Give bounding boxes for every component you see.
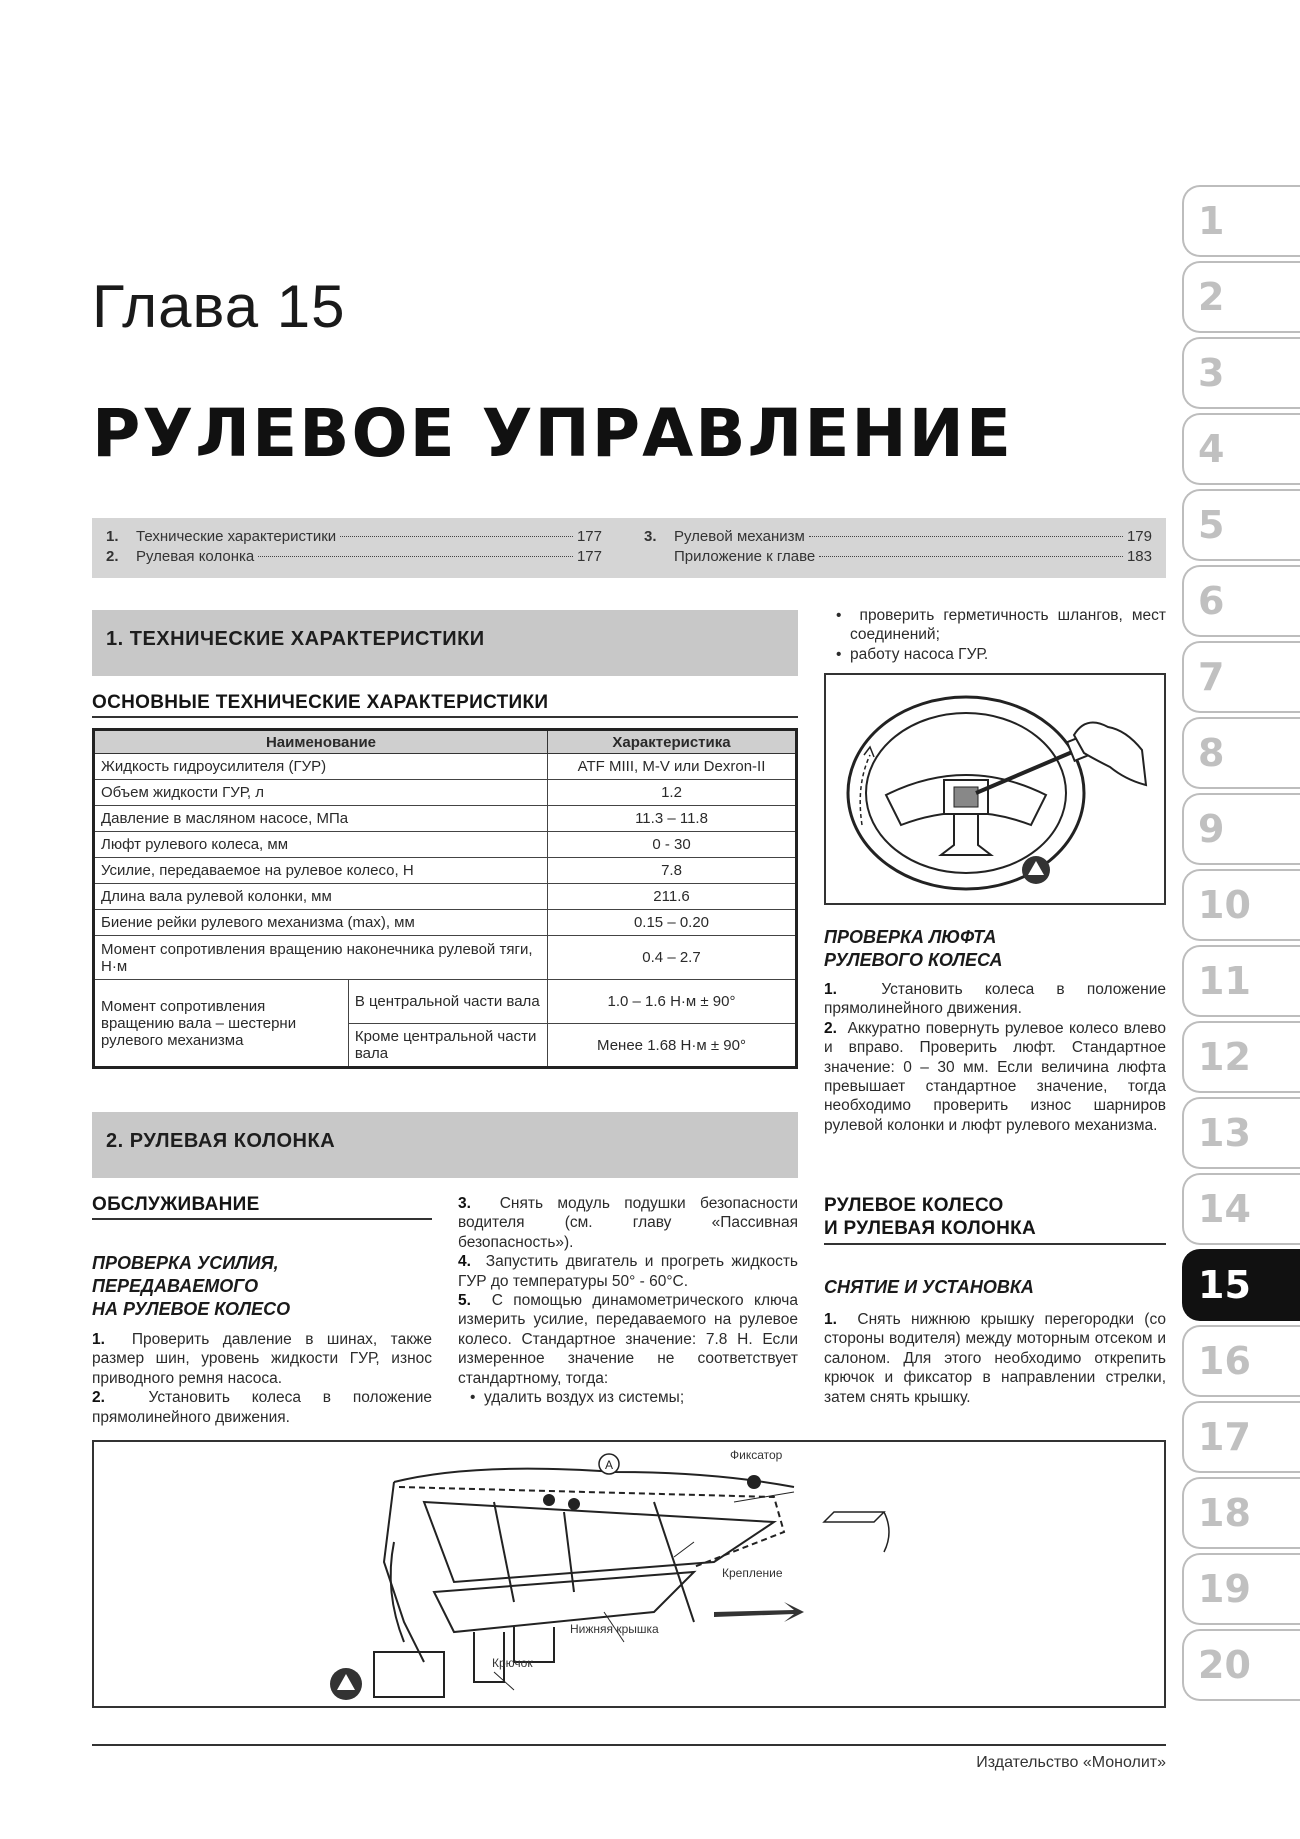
- tab-number: 12: [1198, 1035, 1251, 1079]
- tab-number: 4: [1198, 427, 1225, 471]
- step-number: 5.: [458, 1292, 471, 1310]
- table-cell: Момент сопротивления вращению наконечника рулевой тяги, Н·м: [94, 936, 548, 980]
- divider: [92, 1218, 432, 1220]
- toc-item-title: Технические характеристики: [136, 528, 337, 545]
- table-cell: В центральной части вала: [348, 980, 547, 1024]
- toc-item-number: 3.: [644, 528, 657, 545]
- divider: [824, 1243, 1166, 1245]
- tab-number: 7: [1198, 655, 1225, 699]
- toc-item-page: 177: [576, 548, 602, 565]
- toc-dots: [340, 536, 573, 537]
- steering-wheel-figure: [824, 673, 1166, 905]
- toc-item[interactable]: [644, 528, 1152, 545]
- check-play-heading: [824, 926, 1003, 972]
- divider: [92, 716, 798, 718]
- step: [458, 1194, 798, 1252]
- tab-number: 5: [1198, 503, 1225, 547]
- tab-number: 14: [1198, 1187, 1251, 1231]
- toc-dots: [809, 536, 1123, 537]
- bullet-text: удалить воздух из системы;: [484, 1389, 685, 1407]
- toc-item[interactable]: [106, 548, 602, 565]
- heading-line: ПРОВЕРКА ЛЮФТА: [824, 927, 997, 947]
- tab-chapter-14[interactable]: [1182, 1173, 1300, 1245]
- tab-number: 20: [1198, 1643, 1251, 1687]
- table-row: [94, 884, 797, 910]
- tab-chapter-7[interactable]: [1182, 641, 1300, 713]
- step-number: 2.: [92, 1389, 105, 1407]
- tab-number: 13: [1198, 1111, 1251, 1155]
- step: [458, 1291, 798, 1388]
- section-2-title: 2. РУЛЕВАЯ КОЛОНКА: [106, 1130, 336, 1152]
- heading-line: НА РУЛЕВОЕ КОЛЕСО: [92, 1299, 291, 1319]
- section-2-header: [92, 1112, 798, 1178]
- table-cell: Длина вала рулевой колонки, мм: [94, 884, 548, 910]
- table-cell: Кроме центральной части вала: [348, 1024, 547, 1068]
- tab-chapter-5[interactable]: [1182, 489, 1300, 561]
- table-cell: Усилие, передаваемое на рулевое колесо, Н: [94, 858, 548, 884]
- check-force-bullets-right: [824, 606, 1166, 664]
- check-play-steps: [824, 980, 1166, 1135]
- tab-chapter-17[interactable]: [1182, 1401, 1300, 1473]
- step-text: Запустить двигатель и прогреть жидкость ГУР до температуры 50° - 60°С.: [458, 1253, 798, 1290]
- chapter-contents: [92, 518, 1166, 578]
- step-text: С помощью динамометрического ключа измерить усилие, передаваемого на рулевое колесо. Стандартное значение: 7.8 Н. Если измеренное значение не соответствует стандартному, тогда:: [458, 1292, 798, 1387]
- toc-item[interactable]: [644, 548, 1152, 565]
- bullet-item: • проверить герметичность шлангов, мест соединений;: [836, 607, 1166, 644]
- step-number: 4.: [458, 1253, 471, 1271]
- tab-number: 2: [1198, 275, 1225, 319]
- specs-subtitle: ОСНОВНЫЕ ТЕХНИЧЕСКИЕ ХАРАКТЕРИСТИКИ: [92, 692, 549, 713]
- toc-item-number: 1.: [106, 528, 119, 545]
- step: [824, 1019, 1166, 1135]
- label-lower-cover: Нижняя крышка: [570, 1622, 659, 1636]
- table-row: [94, 936, 797, 980]
- table-cell: Объем жидкости ГУР, л: [94, 780, 548, 806]
- maintenance-subtitle: ОБСЛУЖИВАНИЕ: [92, 1194, 260, 1215]
- table-cell: Давление в масляном насосе, МПа: [94, 806, 548, 832]
- tab-number: 16: [1198, 1339, 1251, 1383]
- tab-number: 8: [1198, 731, 1225, 775]
- table-cell: 211.6: [548, 884, 797, 910]
- step-number: 3.: [458, 1195, 471, 1212]
- toc-item-number: 2.: [106, 548, 119, 565]
- table-header: Наименование: [94, 730, 548, 754]
- tab-number: 9: [1198, 807, 1225, 851]
- tab-number: 10: [1198, 883, 1251, 927]
- step-text: Установить колеса в положение прямолинейного движения.: [92, 1389, 432, 1426]
- chapter-title: РУЛЕВОЕ УПРАВЛЕНИЕ: [92, 395, 1013, 472]
- table-cell: 1.2: [548, 780, 797, 806]
- table-cell: Момент сопротивления вращению вала – шестерни рулевого механизма: [94, 980, 349, 1068]
- step-text: Аккуратно повернуть рулевое колесо влево и вправо. Проверить люфт. Стандартное значение: 0 – 30 мм. Если величина люфта превышает стандартное значение, тогда необходимо проверить износ шарниров рулевой колонки и люфт рулевого механизма.: [824, 1019, 1166, 1134]
- tab-chapter-11[interactable]: [1182, 945, 1300, 1017]
- step-number: 1.: [92, 1331, 105, 1348]
- step-number: 1.: [824, 1311, 837, 1328]
- spec-table: [92, 728, 798, 1069]
- steering-wheel-illustration: [826, 675, 1164, 903]
- dashboard-underside-illustration: [94, 1442, 1164, 1706]
- table-cell: 0.4 – 2.7: [548, 936, 797, 980]
- bullet-item: • работу насоса ГУР.: [836, 645, 989, 663]
- heading-line: И РУЛЕВАЯ КОЛОНКА: [824, 1218, 1037, 1239]
- callout-a: A: [604, 1458, 614, 1472]
- step-text: Снять нижнюю крышку перегородки (со стороны водителя) между моторным отсеком и салоном. Для этого необходимо открепить крючок и фиксатор в направлении стрелки, затем снять крышку.: [824, 1311, 1166, 1406]
- table-cell: Люфт рулевого колеса, мм: [94, 832, 548, 858]
- table-cell: 0 - 30: [548, 832, 797, 858]
- toc-item-page: 177: [576, 528, 602, 545]
- step: [824, 980, 1166, 1019]
- tab-number: 11: [1198, 959, 1251, 1003]
- tab-chapter-20[interactable]: [1182, 1629, 1300, 1701]
- tab-chapter-8[interactable]: [1182, 717, 1300, 789]
- step: [92, 1388, 432, 1427]
- lower-cover-figure: [92, 1440, 1166, 1708]
- table-cell: Биение рейки рулевого механизма (max), мм: [94, 910, 548, 936]
- tab-chapter-12[interactable]: [1182, 1021, 1300, 1093]
- tab-chapter-15[interactable]: [1182, 1249, 1300, 1321]
- toc-item-page: 183: [1126, 548, 1152, 565]
- bullet-text: проверить герметичность шлангов, мест соединений;: [850, 607, 1166, 644]
- toc-dots: [258, 556, 573, 557]
- label-mount: Крепление: [722, 1566, 783, 1580]
- toc-item-page: 179: [1126, 528, 1152, 545]
- toc-item-title: Рулевая колонка: [136, 548, 255, 565]
- table-cell: ATF MIII, M-V или Dexron-II: [548, 754, 797, 780]
- removal-subtitle: СНЯТИЕ И УСТАНОВКА: [824, 1277, 1034, 1297]
- tab-chapter-10[interactable]: [1182, 869, 1300, 941]
- table-row: [94, 806, 797, 832]
- tab-chapter-16[interactable]: [1182, 1325, 1300, 1397]
- wheel-column-heading: [824, 1194, 1036, 1240]
- label-hook: Крючок: [492, 1656, 533, 1670]
- table-cell: 1.0 – 1.6 Н·м ± 90°: [548, 980, 797, 1024]
- tab-number: 6: [1198, 579, 1225, 623]
- tab-number: 15: [1198, 1263, 1251, 1307]
- tab-chapter-3[interactable]: [1182, 337, 1300, 409]
- heading-line: ПЕРЕДАВАЕМОГО: [92, 1276, 259, 1296]
- bullet-text: работу насоса ГУР.: [850, 645, 989, 663]
- tab-number: 1: [1198, 199, 1225, 243]
- heading-line: РУЛЕВОЕ КОЛЕСО: [824, 1195, 1004, 1216]
- table-cell: 11.3 – 11.8: [548, 806, 797, 832]
- tab-chapter-13[interactable]: [1182, 1097, 1300, 1169]
- section-1-title: 1. ТЕХНИЧЕСКИЕ ХАРАКТЕРИСТИКИ: [106, 628, 485, 650]
- table-row: [94, 910, 797, 936]
- toc-item-title: Приложение к главе: [674, 548, 816, 565]
- table-row: [94, 980, 797, 1024]
- tab-chapter-1[interactable]: [1182, 185, 1300, 257]
- tab-chapter-4[interactable]: [1182, 413, 1300, 485]
- table-row: [94, 754, 797, 780]
- heading-line: РУЛЕВОГО КОЛЕСА: [824, 950, 1003, 970]
- check-force-steps-left: [92, 1330, 432, 1427]
- check-force-heading: [92, 1252, 290, 1321]
- step: [92, 1330, 432, 1388]
- bullet-item: • удалить воздух из системы;: [470, 1389, 685, 1407]
- check-force-steps-middle: [458, 1194, 798, 1407]
- tab-chapter-2[interactable]: [1182, 261, 1300, 333]
- tab-chapter-9[interactable]: [1182, 793, 1300, 865]
- step-number: 2.: [824, 1019, 837, 1037]
- table-header: Характеристика: [548, 730, 797, 754]
- step: [458, 1252, 798, 1291]
- table-header-row: [94, 730, 797, 754]
- step-number: 1.: [824, 981, 837, 998]
- chapter-label: Глава 15: [92, 273, 346, 340]
- toc-item[interactable]: [106, 528, 602, 545]
- footer-divider: [92, 1744, 1166, 1746]
- toc-item-title: Рулевой механизм: [674, 528, 805, 545]
- heading-line: ПРОВЕРКА УСИЛИЯ,: [92, 1253, 279, 1273]
- tab-chapter-19[interactable]: [1182, 1553, 1300, 1625]
- step-text: Проверить давление в шинах, также размер шин, уровень жидкости ГУР, износ приводного ремня насоса.: [92, 1331, 432, 1387]
- table-cell: Менее 1.68 Н·м ± 90°: [548, 1024, 797, 1068]
- tab-chapter-18[interactable]: [1182, 1477, 1300, 1549]
- removal-steps: [824, 1310, 1166, 1407]
- label-fixator: Фиксатор: [730, 1448, 783, 1462]
- step-text: Снять модуль подушки безопасности водителя (см. главу «Пассивная безопасность»).: [458, 1195, 798, 1251]
- tab-number: 17: [1198, 1415, 1251, 1459]
- table-cell: 0.15 – 0.20: [548, 910, 797, 936]
- table-cell: 7.8: [548, 858, 797, 884]
- table-row: [94, 858, 797, 884]
- tab-number: 3: [1198, 351, 1225, 395]
- tab-number: 18: [1198, 1491, 1251, 1535]
- table-row: [94, 832, 797, 858]
- table-row: [94, 780, 797, 806]
- step: [824, 1310, 1166, 1407]
- section-1-header: [92, 610, 798, 676]
- tab-number: 19: [1198, 1567, 1251, 1611]
- toc-dots: [819, 556, 1123, 557]
- table-cell: Жидкость гидроусилителя (ГУР): [94, 754, 548, 780]
- step-text: Установить колеса в положение прямолинейного движения.: [824, 981, 1166, 1018]
- tab-chapter-6[interactable]: [1182, 565, 1300, 637]
- publisher: Издательство «Монолит»: [976, 1754, 1166, 1771]
